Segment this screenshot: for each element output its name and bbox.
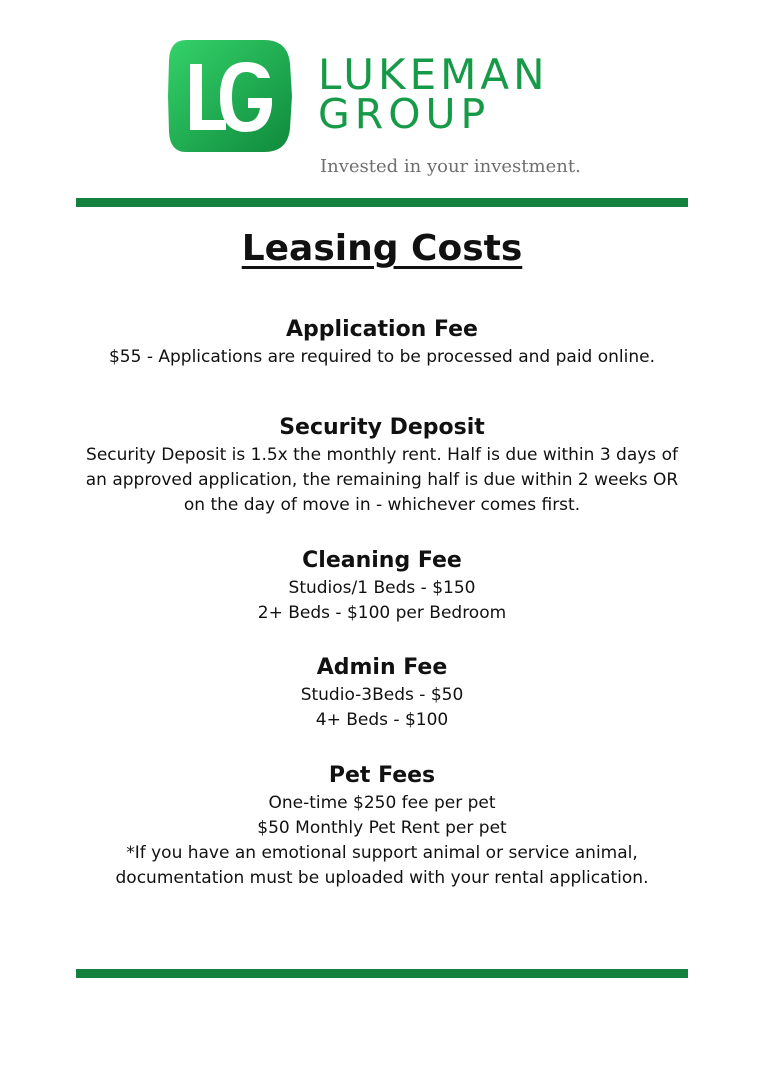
- application-fee-text: $55 - Applications are required to be processed and paid online.: [108, 347, 656, 367]
- pet-fees-note-line: *If you have an emotional support animal or service animal,: [126, 843, 638, 863]
- application-fee-heading: Application Fee: [286, 317, 478, 342]
- pet-fees-note-line: documentation must be uploaded with your rental application.: [115, 868, 649, 888]
- cleaning-fee-line: 2+ Beds - $100 per Bedroom: [257, 603, 507, 623]
- brand-name-line1: LUKEMAN: [318, 50, 549, 99]
- security-deposit-heading: Security Deposit: [279, 415, 485, 440]
- pet-fees-line: One-time $250 fee per pet: [268, 793, 496, 813]
- pet-fees-section: [0, 761, 764, 891]
- cleaning-fee-section: [0, 546, 764, 626]
- admin-fee-line: Studio-3Beds - $50: [300, 685, 464, 705]
- security-deposit-text-line: an approved application, the remaining half is due within 2 weeks OR: [85, 470, 679, 490]
- admin-fee-section: [0, 653, 764, 733]
- pet-fees-heading: Pet Fees: [328, 763, 436, 788]
- brand-tagline: Invested in your investment.: [320, 156, 581, 177]
- security-deposit-text-line: on the day of move in - whichever comes first.: [183, 495, 581, 515]
- security-deposit-text-line: Security Deposit is 1.5x the monthly rent. Half is due within 3 days of: [86, 445, 678, 465]
- admin-fee-line: 4+ Beds - $100: [315, 710, 449, 730]
- cleaning-fee-line: Studios/1 Beds - $150: [288, 578, 476, 598]
- top-divider: [76, 198, 688, 207]
- company-logo-icon: [166, 34, 294, 158]
- application-fee-section: [0, 315, 764, 370]
- brand-name-line2: GROUP: [318, 90, 491, 138]
- cleaning-fee-heading: Cleaning Fee: [302, 548, 462, 573]
- page-title: Leasing Costs: [241, 228, 523, 269]
- bottom-divider: [76, 969, 688, 978]
- pet-fees-line: $50 Monthly Pet Rent per pet: [257, 818, 507, 838]
- admin-fee-heading: Admin Fee: [316, 655, 448, 680]
- security-deposit-section: [0, 413, 764, 518]
